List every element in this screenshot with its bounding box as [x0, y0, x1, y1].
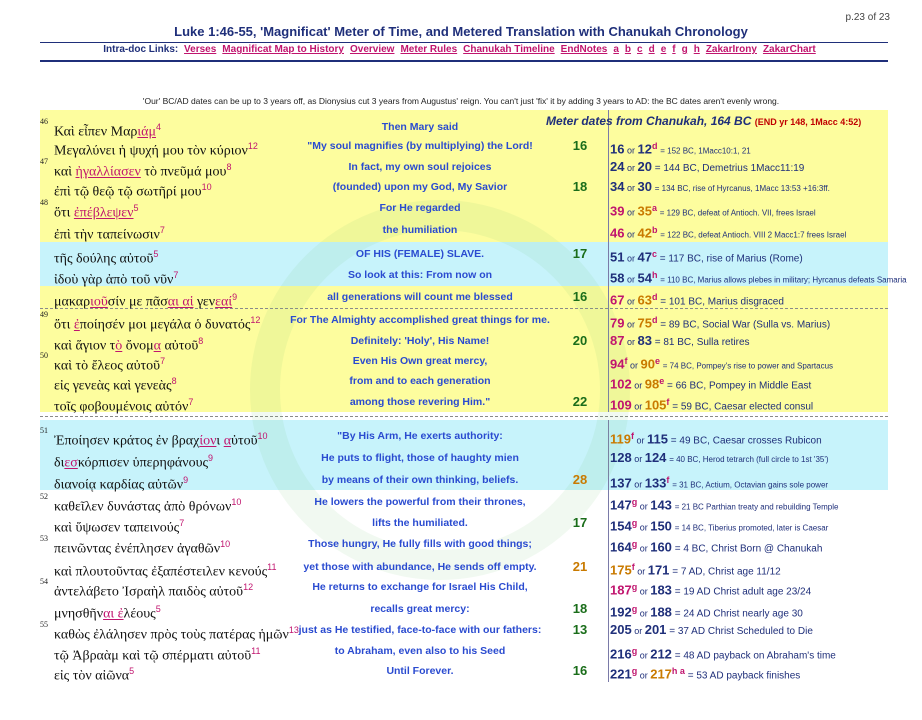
verse-number: 52 [40, 492, 48, 501]
year-count-primary: 147 [610, 497, 632, 513]
syllable-count: 12 [250, 315, 261, 325]
greek-segment: Μεγαλύνει ἡ ψυχή μου τὸν κύριον [54, 143, 248, 159]
or-word: or [624, 319, 638, 330]
syllable-count: 7 [160, 356, 166, 366]
greek-segment: ι [216, 433, 224, 449]
verse-row [40, 156, 888, 178]
dating-note: 'Our' BC/AD dates can be up to 3 years off, as Dionysius cut 3 years from Augustus' reign. You can't just 'fix' it by adding 3 years to AD: the BC dates aren't evenly wrong. [142, 96, 780, 106]
verse-row [40, 286, 888, 308]
year-count-alt: 212 [650, 646, 672, 662]
syllable-count: 7 [188, 397, 194, 407]
or-word: or [637, 650, 651, 661]
verse-number: 50 [40, 351, 48, 360]
english-translation: Then Mary said [381, 121, 459, 133]
historical-event: = 37 AD Christ Scheduled to Die [669, 626, 813, 637]
year-count-primary: 79 [610, 315, 625, 331]
footnote-marker: d [651, 315, 658, 325]
greek-segment: ὐτοῦ [231, 433, 258, 449]
greek-segment: αι αἱ [167, 294, 194, 310]
english-translation: from and to each generation [349, 375, 491, 387]
greek-segment: ὄνομ [122, 338, 154, 354]
english-translation: Definitely: 'Holy', His Name! [350, 335, 490, 347]
greek-segment: ὅτι [54, 205, 74, 221]
or-word: or [637, 670, 651, 681]
footnote-marker: g [631, 646, 638, 656]
meter-subtotal: 18 [572, 601, 588, 616]
or-word: or [637, 522, 651, 533]
greek-segment: πεινῶντας ἐνέπλησεν ἀγαθῶν [54, 541, 221, 557]
page-number: p.23 of 23 [845, 12, 890, 23]
historical-event: = 89 BC, Social War (Sulla vs. Marius) [660, 319, 831, 331]
greek-segment: γεν [193, 294, 216, 310]
historical-event: = 53 AD payback finishes [687, 670, 801, 682]
greek-segment: ιάμ [137, 124, 156, 140]
greek-segment: τοῖς φοβουμένοις αὐτόν [54, 399, 189, 415]
syllable-count: 10 [231, 497, 242, 507]
footnote-marker: d [651, 141, 658, 151]
verse-number: 55 [40, 620, 48, 629]
year-count-primary: 187 [610, 582, 632, 598]
greek-segment: καὶ [54, 164, 76, 180]
greek-segment: διανοίᾳ καρδίας αὐτῶν [54, 477, 184, 493]
english-translation: the humiliation [382, 224, 458, 236]
verse-row [40, 598, 888, 620]
greek-segment: αὐτοῦ [160, 338, 199, 354]
year-count-alt: 115 [647, 431, 668, 447]
verse-number: 46 [40, 117, 48, 126]
year-count-primary: 119 [610, 431, 631, 447]
english-translation: He puts to flight, those of haughty mien [321, 452, 519, 464]
syllable-count: 8 [226, 162, 232, 172]
greek-segment: αι ἐ [103, 606, 124, 622]
meter-subtotal: 16 [572, 289, 588, 304]
meter-subtotal: 16 [572, 138, 588, 153]
historical-event: = 19 AD Christ adult age 23/24 [674, 586, 812, 598]
greek-segment: μακαρ [54, 294, 91, 310]
meter-date [610, 447, 829, 471]
historical-event: = 14 BC, Tiberius promoted, later is Caesar [674, 523, 829, 533]
syllable-count: 10 [257, 431, 268, 441]
syllable-count: 9 [183, 475, 189, 485]
historical-event: = 31 BC, Actium, Octavian gains sole power [672, 480, 829, 490]
syllable-count: 5 [153, 249, 159, 259]
greek-segment: Ἐποίησεν κράτος ἐν βραχ [54, 433, 200, 449]
year-count-primary: 175 [610, 562, 632, 578]
syllable-count: 9 [208, 453, 214, 463]
greek-text [54, 660, 134, 688]
footnote-marker: g [631, 518, 638, 528]
year-count-primary: 87 [610, 333, 625, 348]
syllable-count: 12 [243, 582, 254, 592]
year-count-alt: 171 [647, 562, 670, 578]
greek-segment: ἐ [73, 317, 80, 333]
year-count-primary: 154 [610, 518, 632, 534]
year-count-alt: 83 [637, 333, 652, 348]
verse-number: 49 [40, 310, 48, 319]
greek-segment: καὶ τὸ ἔλεος αὐτοῦ [54, 358, 161, 374]
year-count-alt: 105 [644, 397, 667, 413]
syllable-count: 8 [198, 336, 204, 346]
english-translation: Until Forever. [386, 665, 454, 677]
verse-row [40, 447, 888, 469]
meter-subtotal: 20 [572, 333, 588, 348]
footnote-marker: h a [671, 666, 685, 676]
meter-subtotal: 17 [572, 515, 588, 530]
syllable-count: 5 [155, 604, 161, 614]
footnote-marker: g [631, 497, 638, 507]
syllable-count: 12 [247, 141, 258, 151]
year-count-primary: 16 [610, 141, 625, 157]
year-count-primary: 221 [610, 666, 632, 682]
verse-row [40, 469, 888, 491]
intra-doc-link[interactable]: EndNotes [560, 44, 608, 55]
footnote-marker: g [631, 582, 638, 592]
or-word: or [631, 380, 645, 391]
or-word: or [624, 229, 638, 240]
syllable-count: 10 [201, 182, 212, 192]
english-translation: among those revering Him." [349, 396, 491, 408]
or-word: or [631, 626, 645, 636]
historical-event: = 40 BC, Herod tetrarch (full circle to 1st '35') [669, 455, 829, 464]
intra-doc-link[interactable]: a [613, 44, 619, 55]
historical-event: = 110 BC, Marius allows plebes in military; Hyrcanus defeats Samaria [660, 275, 907, 285]
historical-event: = 59 BC, Caesar elected consul [672, 401, 814, 413]
verse-row [40, 135, 888, 157]
intra-doc-link[interactable]: c [637, 44, 643, 55]
english-translation: He lowers the powerful from their thrones, [314, 496, 526, 508]
intra-doc-link[interactable]: b [624, 44, 632, 55]
meter-subtotal: 28 [572, 472, 588, 487]
meter-dates-header: Meter dates from Chanukah, 164 BC (END yr 148, 1Macc 4:52) [546, 114, 862, 128]
greek-text [54, 391, 193, 419]
historical-event: = 48 AD payback on Abraham's time [674, 650, 836, 662]
historical-event: = 24 AD Christ nearly age 30 [674, 608, 803, 620]
year-count-primary: 164 [610, 539, 632, 555]
or-word: or [631, 454, 645, 464]
year-count-alt: 183 [650, 582, 672, 598]
greek-segment: Καὶ εἶπεν Μαρ [54, 124, 138, 140]
intra-doc-link[interactable]: f [672, 44, 676, 55]
meter-subtotal: 13 [572, 622, 588, 637]
year-count-primary: 39 [610, 203, 625, 219]
year-count-alt: 35 [637, 203, 652, 219]
greek-segment: εαί [215, 294, 233, 310]
english-translation: So look at this: From now on [347, 269, 493, 281]
syllable-count: 8 [171, 376, 177, 386]
english-translation: by means of their own thinking, beliefs. [321, 474, 519, 486]
verse-number: 47 [40, 157, 48, 166]
greek-segment: δι [54, 455, 65, 471]
historical-event: = 4 BC, Christ Born @ Chanukah [674, 543, 823, 555]
historical-event: = 21 BC Parthian treaty and rebuilding Temple [674, 502, 839, 512]
greek-segment: κόρπισεν ὑπερηφάνους [77, 455, 209, 471]
english-translation: In fact, my own soul rejoices [348, 161, 492, 173]
links-rule [40, 60, 888, 62]
english-translation: all generations will count me blessed [327, 291, 513, 303]
meter-subtotal: 18 [572, 179, 588, 194]
year-count-alt: 217 [650, 666, 672, 682]
historical-event: = 81 BC, Sulla retires [654, 337, 750, 348]
or-word: or [624, 296, 638, 307]
greek-segment: ἀντελάβετο Ἰσραὴλ παιδὸς αὐτοῦ [54, 584, 244, 600]
greek-segment: εἰς τὸν αἰῶνα [54, 668, 130, 684]
greek-segment: τὸ πνεῦμά μου [140, 164, 227, 180]
or-word: or [631, 479, 645, 490]
verse-row [40, 219, 888, 241]
footnote-marker: a [651, 203, 657, 213]
year-count-alt: 98 [644, 376, 660, 392]
year-count-alt: 160 [650, 539, 672, 555]
greek-segment: σίν με πᾶσ [107, 294, 168, 310]
greek-segment: ἰδοὺ γὰρ ἀπὸ τοῦ νῦν [54, 272, 174, 288]
greek-segment: ίον [199, 433, 217, 449]
year-count-alt: 12 [637, 141, 652, 157]
or-word: or [624, 253, 638, 264]
year-count-primary: 24 [610, 159, 625, 174]
historical-event: = 74 BC, Pompey's rise to power and Spartacus [662, 361, 834, 371]
verse-row [40, 264, 907, 288]
historical-event: = 152 BC, 1Macc10:1, 21 [660, 146, 751, 156]
english-translation: lifts the humiliated. [372, 517, 468, 529]
year-count-alt: 47 [637, 249, 652, 265]
year-count-alt: 20 [637, 159, 652, 174]
greek-segment: ἐπὶ τὴν ταπείνωσιν [54, 227, 160, 243]
greek-segment: καὶ πλουτοῦντας ἐξαπέστειλεν κενούς [54, 564, 268, 580]
intra-doc-link[interactable]: e [660, 44, 667, 55]
or-word: or [624, 163, 638, 173]
or-word: or [624, 145, 638, 156]
year-count-primary: 109 [610, 397, 632, 413]
footnote-marker: h [651, 270, 658, 280]
syllable-count: 7 [159, 225, 165, 235]
verse-row [40, 391, 888, 413]
verse-row [40, 309, 888, 331]
footnote-marker: f [666, 397, 670, 407]
verse-number: 48 [40, 198, 48, 207]
year-count-primary: 192 [610, 604, 632, 620]
year-count-primary: 216 [610, 646, 632, 662]
historical-event: = 7 AD, Christ age 11/12 [672, 566, 781, 578]
year-count-primary: 58 [610, 270, 625, 286]
intra-doc-link[interactable]: g [681, 44, 688, 55]
english-translation: He returns to exchange for Israel His Child, [312, 581, 528, 593]
verse-row [40, 243, 888, 265]
intra-doc-link[interactable]: Verses [184, 44, 217, 55]
historical-event: = 129 BC, defeat of Antioch. VII, frees Israel [659, 208, 816, 218]
verse-row [40, 640, 888, 662]
verse-row [40, 576, 888, 598]
verse-number: 53 [40, 534, 48, 543]
verse-row [40, 197, 888, 219]
meter-date [610, 660, 800, 687]
or-word: or [624, 207, 638, 218]
greek-segment: ποίησέν μοι μεγάλα ὁ δυνατός [79, 317, 251, 333]
title-rule [40, 42, 888, 43]
or-word: or [631, 401, 645, 412]
intra-doc-link[interactable]: Meter Rules [400, 44, 458, 55]
verse-row [40, 533, 888, 555]
footnote-marker: g [631, 666, 638, 676]
year-count-primary: 137 [610, 475, 632, 491]
syllable-count: 13 [288, 625, 299, 635]
year-count-alt: 54 [637, 270, 652, 286]
historical-event: = 144 BC, Demetrius 1Macc11:19 [654, 163, 805, 174]
year-count-alt: 124 [644, 450, 667, 465]
greek-segment: μνησθῆν [54, 606, 104, 622]
verse-row [40, 350, 888, 372]
syllable-count: 5 [133, 203, 139, 213]
year-count-primary: 67 [610, 292, 625, 308]
footnote-marker: e [654, 356, 660, 366]
english-translation: yet those with abundance, He sends off empty. [303, 561, 537, 573]
english-translation: Those hungry, He fully fills with good things; [308, 538, 532, 550]
intra-doc-link[interactable]: Chanukah Timeline [463, 44, 555, 55]
or-word: or [637, 586, 651, 597]
footnote-marker: c [651, 249, 657, 259]
intra-doc-link[interactable]: ZakarIrony [705, 44, 757, 55]
meter-subtotal: 17 [572, 246, 588, 261]
verse-number: 51 [40, 426, 48, 435]
syllable-count: 10 [220, 539, 231, 549]
syllable-count: 5 [129, 666, 135, 676]
greek-segment: ιοῦ [90, 294, 108, 310]
greek-segment: εσ [64, 455, 78, 471]
greek-segment: καθὼς ἐλάλησεν πρὸς τοὺς πατέρας ἡμῶν [54, 627, 289, 643]
intra-doc-label: Intra-doc Links: [103, 44, 179, 55]
year-count-alt: 30 [637, 179, 652, 194]
footnote-marker: g [631, 539, 638, 549]
year-count-alt: 90 [640, 356, 655, 372]
english-translation: to Abraham, even also to his Seed [334, 645, 506, 657]
syllable-count: 7 [179, 518, 185, 528]
page-title: Luke 1:46-55, 'Magnificat' Meter of Time, and Metered Translation with Chanukah Chronology [174, 24, 748, 39]
greek-segment: ἐπέβλεψεν [73, 205, 134, 221]
syllable-count: 11 [267, 562, 277, 572]
or-word: or [624, 274, 638, 285]
footnote-marker: f [630, 431, 634, 441]
syllable-count: 4 [156, 122, 162, 132]
greek-segment: τῆς δούλης αὐτοῦ [54, 251, 154, 267]
year-count-alt: 150 [650, 518, 672, 534]
intra-doc-link[interactable]: ZakarChart [762, 44, 816, 55]
or-word: or [627, 360, 641, 371]
footnote-marker: d [651, 292, 658, 302]
historical-event: = 122 BC, defeat Antioch. VIII 2 Macc1:7 frees Israel [660, 230, 847, 240]
intra-doc-link[interactable]: d [648, 44, 655, 55]
year-count-primary: 128 [610, 450, 632, 465]
intra-doc-link[interactable]: Magnificat Map to History [222, 44, 344, 55]
year-count-primary: 34 [610, 179, 625, 194]
year-count-alt: 75 [637, 315, 652, 331]
greek-segment: ὸ [115, 338, 123, 354]
or-word: or [634, 566, 648, 577]
or-word: or [633, 435, 647, 446]
greek-segment: καὶ ὕψωσεν ταπεινούς [54, 520, 180, 536]
year-count-primary: 94 [610, 356, 625, 372]
english-translation: just as He testified, face-to-face with our fathers: [298, 624, 542, 636]
greek-segment: α [153, 338, 161, 354]
or-word: or [637, 543, 651, 554]
english-translation: OF HIS (FEMALE) SLAVE. [355, 248, 485, 260]
english-translation: "By His Arm, He exerts authority: [337, 430, 503, 442]
footnote-marker: e [659, 376, 665, 386]
historical-event: = 66 BC, Pompey in Middle East [666, 380, 812, 392]
greek-segment: ἐπὶ τῷ θεῷ τῷ σωτῆρί μου [54, 184, 202, 200]
historical-event: = 134 BC, rise of Hyrcanus, 1Macc 13:53 +16:3ff. [654, 184, 830, 193]
footnote-marker: f [666, 475, 670, 485]
greek-segment: εἰς γενεὰς καὶ γενεὰς [54, 378, 172, 394]
historical-event: = 101 BC, Marius disgraced [660, 296, 784, 308]
syllable-count: 7 [173, 270, 179, 280]
intra-doc-links [0, 44, 922, 55]
meter-subtotal: 21 [572, 559, 588, 574]
verse-row [40, 330, 888, 352]
verse-row [40, 556, 888, 578]
english-translation: For The Almighty accomplished great things for me. [290, 314, 550, 326]
historical-event: = 49 BC, Caesar crosses Rubicon [670, 435, 822, 447]
verse-row [40, 491, 888, 513]
year-count-primary: 46 [610, 225, 625, 241]
or-word: or [624, 183, 638, 193]
footnote-marker: b [651, 225, 658, 235]
or-word: or [637, 501, 651, 512]
footnote-marker: f [624, 356, 628, 366]
english-translation: (founded) upon my God, My Savior [332, 181, 508, 193]
year-count-alt: 143 [650, 497, 672, 513]
english-translation: For He regarded [379, 202, 461, 214]
greek-segment: α [223, 433, 232, 449]
syllable-count: 11 [251, 646, 261, 656]
year-count-alt: 188 [650, 604, 672, 620]
greek-segment: τῷ Ἀβραὰμ καὶ τῷ σπέρματι αὐτοῦ [54, 648, 252, 664]
greek-segment: ἠγαλλίασεν [75, 164, 141, 180]
year-count-primary: 205 [610, 622, 632, 637]
year-count-alt: 42 [637, 225, 652, 241]
english-translation: Even His Own great mercy, [352, 355, 488, 367]
meter-subtotal: 16 [572, 663, 588, 678]
greek-segment: ὅτι [54, 317, 74, 333]
year-count-primary: 51 [610, 249, 625, 265]
verse-number: 54 [40, 577, 48, 586]
year-count-alt: 133 [644, 475, 667, 491]
meter-date [610, 391, 813, 418]
footnote-marker: f [631, 562, 635, 572]
or-word: or [624, 337, 638, 347]
or-word: or [637, 608, 651, 619]
verse-row [40, 425, 888, 447]
greek-segment: καὶ ἅγιον τ [54, 338, 116, 354]
english-translation: recalls great mercy: [370, 603, 470, 615]
verse-row [40, 619, 888, 641]
verse-row [40, 176, 888, 198]
year-count-alt: 63 [637, 292, 652, 308]
verse-row [40, 660, 888, 682]
intra-doc-link[interactable]: Overview [349, 44, 395, 55]
intra-doc-link[interactable]: h [693, 44, 700, 55]
greek-segment: λέους [123, 606, 156, 622]
year-count-primary: 102 [610, 376, 632, 392]
meter-subtotal: 22 [572, 394, 588, 409]
historical-event: = 117 BC, rise of Marius (Rome) [659, 253, 803, 265]
footnote-marker: g [631, 604, 638, 614]
greek-segment: καθεῖλεν δυνάστας ἀπὸ θρόνων [54, 499, 232, 515]
year-count-alt: 201 [644, 622, 667, 637]
syllable-count: 9 [232, 292, 238, 302]
verse-row [40, 512, 888, 534]
verse-row [40, 370, 888, 392]
english-translation: "My soul magnifies (by multiplying) the Lord! [307, 140, 533, 152]
